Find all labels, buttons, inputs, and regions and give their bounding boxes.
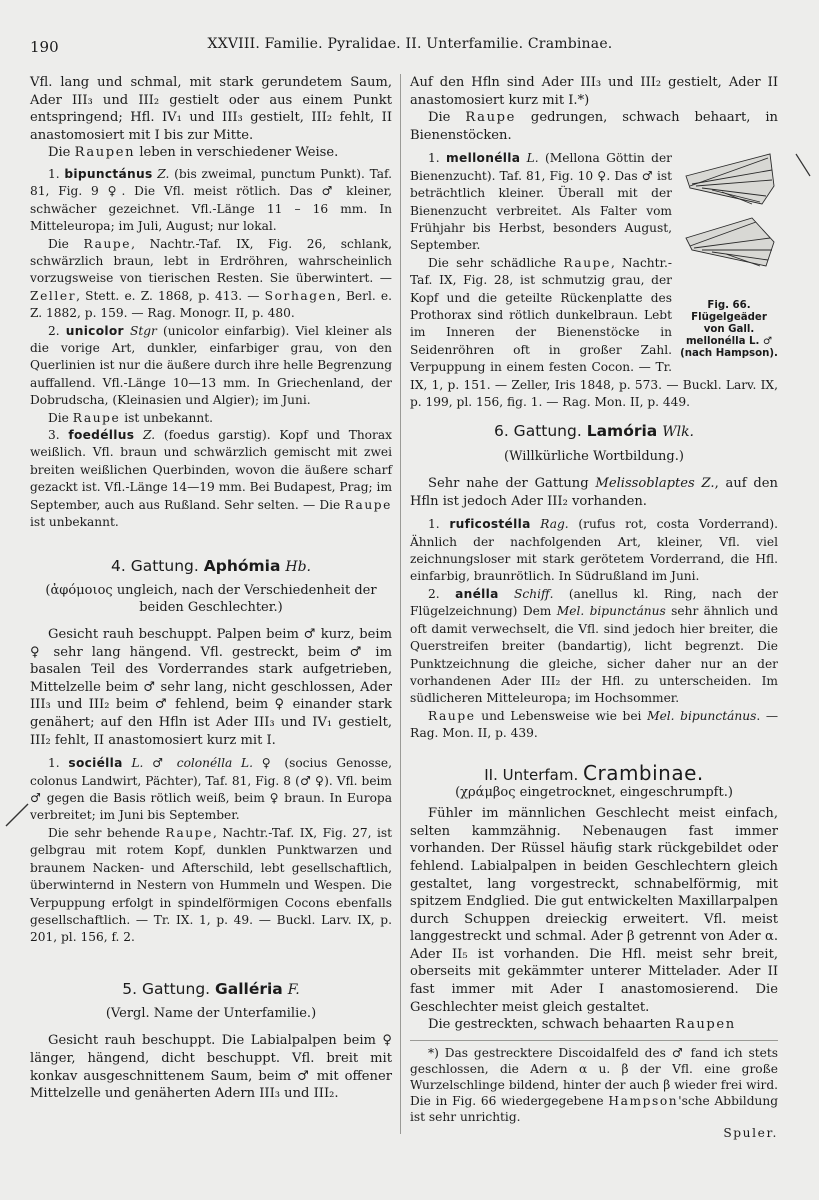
- species-entry-unicolor: 2. unicolor Stgr (unicolor einfarbig). Viel kleiner als die vorige Art, dunkler, einfarbiger grau, von den Querlinien ist nur die äußere durch ihre helle Begrenzung auffallend. Vfl.-Länge 10—13 mm. In Griechenland, der Dobrudscha, (Kleinasien und Algier); im Juni.: [30, 323, 392, 408]
- page-number: 190: [30, 38, 59, 56]
- larva-entry-unicolor: Die Raupe ist unbekannt.: [48, 410, 213, 425]
- genus-etymology-lamoria: (Willkürliche Wortbildung.): [504, 449, 684, 465]
- column-divider: [400, 74, 401, 1134]
- wing-venation-figure: [682, 146, 776, 296]
- genus-heading-galleria: 5. Gattung. Galléria F.: [122, 979, 300, 998]
- species-entry-sociella: 1. sociélla L. ♂ colonélla L. ♀ (socius Genosse, colonus Landwirt, Pächter), Taf. 81, Fig. 8 (♂ ♀). Vfl. beim ♂ gegen die Basis rötlich weiß, beim ♀ braun. In Europa verbreitet; im Juni bis September.: [30, 756, 392, 823]
- genus-etymology-galleria: (Vergl. Name der Unterfamilie.): [105, 1006, 317, 1022]
- genus-description-aphomia: Gesicht rauh beschuppt. Palpen beim ♂ kurz, beim ♀ sehr lang hängend. Vfl. gestreckt, beim ♂ im basalen Teil des Vorderrandes stark aufgetrieben, Mittelzelle beim ♂ sehr lang, nicht geschlossen, Ader III₃ und III₂ beim ♂ fehlend, beim ♀ einander stark genähert; auf den Hfln ist Ader III₃ und IV₁ gestielt, III₂ fehlt, II anastomosiert kurz mit I.: [30, 627, 392, 748]
- genus-heading-aphomia: 4. Gattung. Aphómia Hb.: [111, 556, 311, 575]
- galleria-description-continued: Auf den Hfln sind Ader III₃ und III₂ gestielt, Ader II anastomosiert kurz mit I.*): [410, 75, 778, 108]
- larva-entry-mellonella: Die sehr schädliche Raupe, Nachtr.-Taf. IX, Fig. 28, ist schmutzig grau, der Kopf und die geteilte Rückenplatte des Prothorax sind rötlich dunkelbraun. Lebt im Inneren der Bienenstöcke in Seidenröhren oft in großer Zahl. Verpuppung in einem festen Cocon. — Tr. IX, 1, p. 151. — Zeller, Iris 1848, p. 573. — Buckl. Larv. IX, p. 199, pl. 156, fig. 1. — Rag. Mon. II, p. 449.: [410, 255, 778, 410]
- species-entry-ruficostella: 1. ruficostélla Rag. (rufus rot, costa Vorderrand). Ähnlich der nachfolgenden Art, kleiner, Vfl. viel zeichnungsloser mit stark gerötetem Vorderrand, die Hfl. einfarbig, braunrötlich. In Südrußland im Juni.: [410, 517, 778, 584]
- page-header: [30, 34, 790, 58]
- footnote: [410, 1040, 778, 1141]
- margin-pencil-mark-right: [792, 150, 816, 180]
- species-name: bipunctánus: [64, 166, 153, 181]
- figure-66: [680, 146, 778, 360]
- subfamily-description: Fühler im männlichen Geschlecht meist einfach, selten kammzähnig. Nebenaugen fast immer vorhanden. Der Rüssel häufig stark rückgebildet oder fehlend. Labialpalpen in beiden Geschlechtern gleich gestaltet, lang vorgestreckt, schnabelförmig, mit spitzem Endglied. Die gut entwickelten Maxillarpalpen durch Schuppen dreieckig erweitert. Vfl. meist langgestreckt und schmal. Ader β getrennt von Ader α. Ader II₅ ist vorhanden. Die Hfl. meist sehr breit, oberseits mit gekämmter unterer Mittelader. Ader II fast immer mit Ader I anastomosierend. Die Geschlechter meist gleich gestaltet.: [410, 806, 778, 1015]
- margin-pencil-mark: [2, 800, 32, 830]
- species-entry-anella: 2. anélla Schiff. (anellus kl. Ring, nach der Flügelzeichnung) Dem Mel. bipunctánus sehr ähnlich und oft damit verwechselt, die Vfl. sind jedoch hier breiter, die Querstreifen breiter (bandartig), licht begrenzt. Die Punktzeichnung die gleiche, sicher daher nur an der vorhandenen Ader III₂ der Hfl. zu unterscheiden. Im südlicheren Mitteleuropa; im Hochsommer.: [410, 586, 778, 706]
- genus-etymology-aphomia: (ἀφόμοιος ungleich, nach der Verschiedenheit der beiden Geschlechter.): [45, 583, 377, 616]
- genus-description-galleria: Gesicht rauh beschuppt. Die Labialpalpen beim ♀ länger, hängend, dicht beschuppt. Vfl. breit mit konkav ausgeschnittenem Saum, beim ♂ mit offener Mittelzelle und genäherten Adern III₃ und III₂.: [30, 1033, 392, 1102]
- running-title: XXVIII. Familie. Pyralidae. II. Unterfamilie. Crambinae.: [207, 36, 613, 52]
- species-entry-mellonella: 1. mellonélla L. (Mellona Göttin der Bienenzucht). Taf. 81, Fig. 10 ♀. Das ♂ ist beträchtlich kleiner. Überall mit der Bienenzucht verbreitet. Als Falter vom Frühjahr bis Herbst, besonders August, September.: [410, 151, 672, 253]
- larva-entry-sociella: Die sehr behende Raupe, Nachtr.-Taf. IX, Fig. 27, ist gelbgrau mit rotem Kopf, dunklen Punktwarzen und braunem Nacken- und Afterschild, lebt gesellschaftlich, überwinternd in Nestern von Hummeln und Wespen. Die Verpuppung erfolgt in spindelförmigen Cocons ebenfalls gesellschaftlich. — Tr. IX. 1, p. 49. — Buckl. Larv. IX, p. 201, pl. 156, f. 2.: [30, 825, 392, 945]
- galleria-larva-note: Die Raupe gedrungen, schwach behaart, in Bienenstöcken.: [410, 110, 778, 143]
- left-column: [30, 74, 392, 1103]
- footnote-text: *) Das gestrecktere Discoidalfeld des ♂ fand ich stets geschlossen, die Adern α u. β der Vfl. eine große Wurzelschlinge bildend, hinter der auch β wieder frei wird. Die in Fig. 66 wiedergegebene Hampson'sche Abbildung ist sehr unrichtig.: [410, 1045, 778, 1124]
- footnote-signature: Spuler.: [723, 1125, 778, 1140]
- larvae-note: Die Raupen leben in verschiedener Weise.: [48, 145, 339, 161]
- subfamily-heading-crambinae: II. Unterfam. Crambinae.: [484, 760, 704, 785]
- species-entry-bipunctanus: 1. bipunctánus Z. (bis zweimal, punctum Punkt). Taf. 81, Fig. 9 ♀. Die Vfl. meist rötlich. Das ♂ kleiner, schwächer gezeichnet. Vfl.-Länge 11 – 16 mm. In Mitteleuropa; im Juli, August; nur lokal.: [30, 166, 393, 234]
- larva-entry-bipunctanus: Die Raupe, Nachtr.-Taf. IX, Fig. 26, schlank, schwärzlich braun, lebt in Erdröhren, wahrscheinlich vorzugsweise von tierischen Resten. Sie überwintert. — Zeller, Stett. e. Z. 1868, p. 413. — Sorhagen, Berl. e. Z. 1882, p. 159. — Rag. Monogr. II, p. 480.: [30, 236, 392, 321]
- larva-entry-anella: Raupe und Lebensweise wie bei Mel. bipunctánus. — Rag. Mon. II, p. 439.: [410, 708, 779, 741]
- genus-heading-lamoria: 6. Gattung. Lamória Wlk.: [493, 422, 695, 441]
- genus-description-continued: Vfl. lang und schmal, mit stark gerundetem Saum, Ader III₃ und III₂ gestielt oder aus einem Punkt entspringend; Hfl. IV₁ und III₃ gestielt, III₂ fehlt, II anastomosiert mit I bis zur Mitte.: [30, 75, 392, 143]
- subfamily-etymology: (χράμβος eingetrocknet, eingeschrumpft.): [455, 785, 733, 801]
- species-entry-foedellus: 3. foedéllus Z. (foedus garstig). Kopf und Thorax weißlich. Vfl. braun und schwärzlich gemischt mit zwei breiten weißlichen Querbinden, wovon die äußere scharf gezackt ist. Vfl.-Länge 14—19 mm. Bei Budapest, Prag; im September, auch aus Rußland. Sehr selten. — Die Raupe ist unbekannt.: [30, 428, 392, 530]
- figure-caption: Fig. 66. Flügelgeäder von Gall. mellonélla L. ♂ (nach Hampson).: [680, 300, 778, 360]
- genus-description-lamoria: Sehr nahe der Gattung Melissoblaptes Z., auf den Hfln ist jedoch Ader III₂ vorhanden.: [410, 476, 778, 509]
- right-column: [410, 74, 778, 1141]
- subfamily-larvae-note: Die gestreckten, schwach behaarten Raupen: [428, 1017, 736, 1033]
